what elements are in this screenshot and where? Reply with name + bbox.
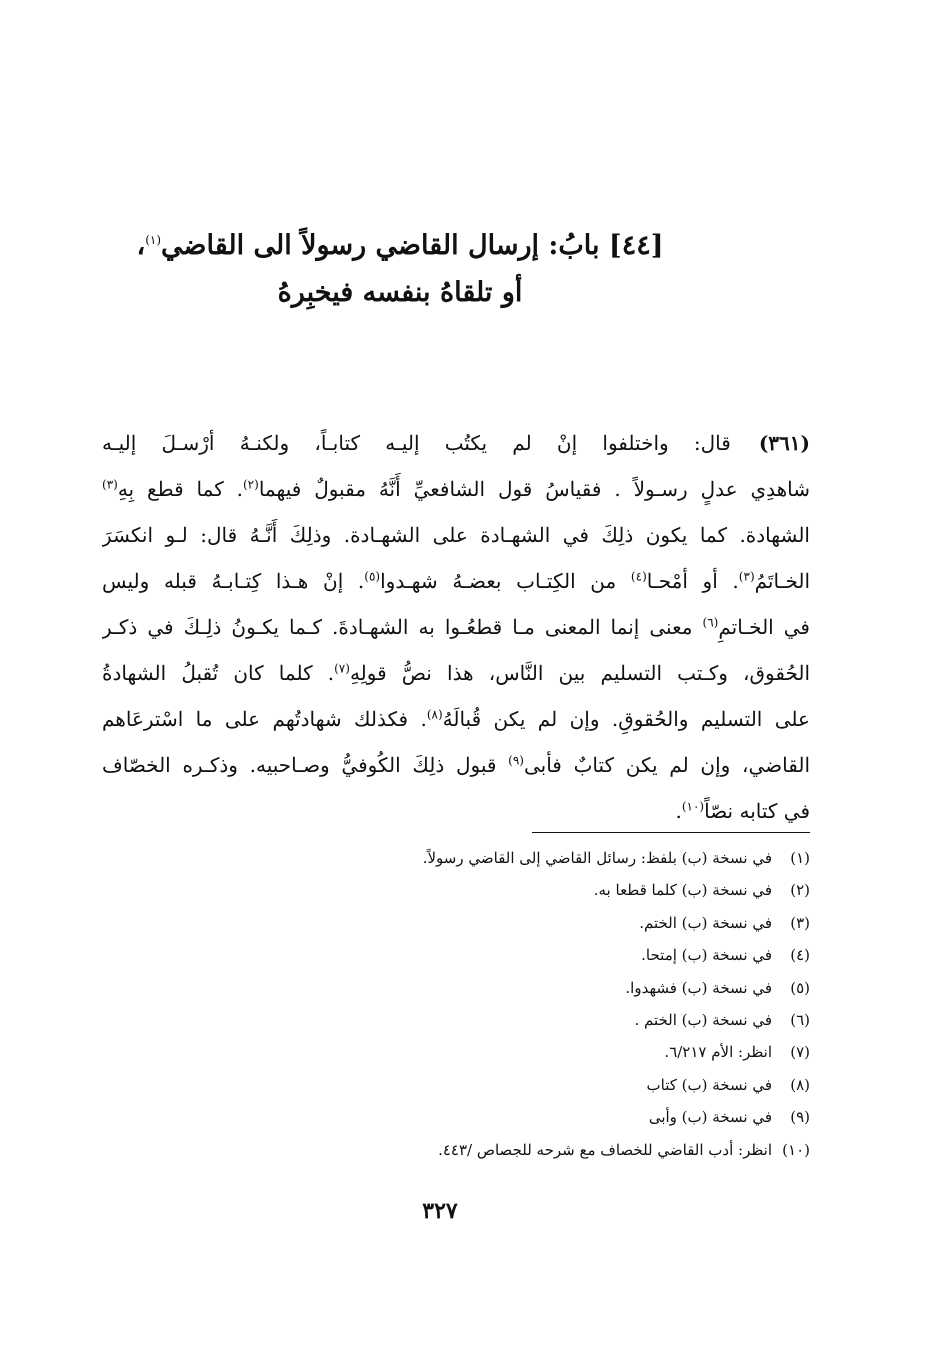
footnote-ref: (٣) bbox=[102, 477, 118, 492]
footnote-item bbox=[300, 842, 810, 874]
footnote-item bbox=[300, 907, 810, 939]
footnote-ref: (٥) bbox=[364, 569, 381, 584]
footnote-text: في نسخة (ب) الختم. bbox=[639, 913, 772, 932]
footnote-number: (١٠) bbox=[782, 1140, 810, 1159]
footnote-ref: (٦) bbox=[702, 615, 719, 630]
footnote-item bbox=[300, 1036, 810, 1068]
footnote-number: (٦) bbox=[790, 1010, 810, 1029]
footnote-number: (٧) bbox=[790, 1043, 810, 1062]
paragraph-line-text: الخـاتَمُ bbox=[754, 569, 810, 593]
paragraph-line bbox=[102, 650, 810, 696]
paragraph-line bbox=[102, 604, 810, 650]
footnote-text: انظر: الأم ٦/٢١٧. bbox=[664, 1043, 772, 1062]
footnote-ref: (١) bbox=[145, 233, 162, 247]
footnote-text: في نسخة (ب) الختم . bbox=[634, 1010, 772, 1029]
paragraph-line bbox=[102, 420, 810, 466]
footnote-item bbox=[300, 1101, 810, 1133]
paragraph-number: (٣٦١) bbox=[758, 431, 810, 455]
chapter-heading-comma: ، bbox=[136, 230, 146, 261]
paragraph-line-text: . إنْ هـذا كِتـابـهُ قبله وليس bbox=[102, 569, 365, 593]
footnote-text: في نسخة (ب) كلما قطعا به. bbox=[593, 881, 772, 900]
page-number: ٣٢٧ bbox=[422, 1198, 458, 1224]
paragraph-line-text: على التسليم والحُقوقِ. وإن لم يكن قُبالَهُ bbox=[442, 707, 810, 731]
footnote-ref: (٩) bbox=[508, 753, 524, 768]
paragraph-line bbox=[102, 466, 810, 512]
footnote-item bbox=[300, 939, 810, 971]
footnote-ref: (٨) bbox=[426, 707, 443, 722]
paragraph-line-text: من الكِتـاب بعضـهُ شهـدوا bbox=[380, 569, 631, 593]
chapter-heading-line-2: أو تلقاهُ بنفسه فيخبِرهُ bbox=[277, 277, 523, 308]
paragraph-line-text: الشهادة. كما يكون ذلِكَ في الشهـادة على الشهـادة. وذلِكَ أَنَّـهُ قال: لـو انكسَرَ bbox=[102, 523, 810, 547]
footnote-text: في نسخة (ب) بلفظ: رسائل القاضي إلى القاضي رسولاً. bbox=[422, 849, 772, 867]
chapter-heading-text: [٤٤] بابُ: إرسال القاضي رسولاً الى القاضي bbox=[161, 230, 664, 261]
footnote-number: (٢) bbox=[790, 881, 810, 900]
footnote-ref: (٣) bbox=[738, 569, 755, 584]
chapter-heading bbox=[90, 222, 710, 316]
footnote-number: (١) bbox=[790, 849, 810, 867]
paragraph-line-text: . كلما كان تُقبلُ الشهادةُ bbox=[102, 661, 335, 685]
paragraph-line bbox=[102, 742, 810, 788]
footnote-text: في نسخة (ب) كتاب bbox=[646, 1075, 772, 1094]
paragraph-line-text: . كما قطع بِهِ bbox=[117, 477, 243, 501]
footnote-number: (٤) bbox=[790, 946, 810, 965]
footnote-number: (٩) bbox=[790, 1108, 810, 1127]
chapter-heading-line-1 bbox=[90, 222, 710, 269]
footnote-divider bbox=[532, 832, 810, 833]
paragraph-line-text: شاهدِي عدلٍ رسـولاً . فقياسُ قول الشافعيِّ أَنَّهُ مقبولٌ فيهما bbox=[258, 477, 810, 501]
footnote-text: في نسخة (ب) إمتحا. bbox=[641, 946, 772, 965]
footnote-text: في نسخة (ب) فشهدوا. bbox=[625, 978, 772, 997]
paragraph-line-text: في كتابه نصّاً bbox=[704, 799, 810, 823]
footnote-item bbox=[300, 1134, 810, 1166]
paragraph-line-text: . فكذلك شهادتُهم على ما اسْترعَاهم bbox=[102, 707, 427, 731]
paragraph-line bbox=[102, 696, 810, 742]
footnotes-list bbox=[300, 842, 810, 1166]
paragraph-line-text: . bbox=[675, 799, 682, 823]
paragraph-line-text: في الخـاتمِ bbox=[718, 615, 810, 639]
footnote-item bbox=[300, 972, 810, 1004]
footnote-text: انظر: أدب القاضي للخصاف مع شرحه للجصاص /٤٤٣. bbox=[438, 1140, 772, 1159]
paragraph-line bbox=[102, 788, 810, 834]
footnote-ref: (٢) bbox=[242, 477, 259, 492]
footnote-item bbox=[300, 1069, 810, 1101]
footnote-item bbox=[300, 1004, 810, 1036]
paragraph-line-text: قال: واختلفوا إنْ لم يكتُب إليـه كتابـاً، ولكنـهُ أرْسـلَ إليـه bbox=[102, 431, 731, 455]
footnote-number: (٥) bbox=[790, 978, 810, 997]
paragraph-line bbox=[102, 558, 810, 604]
footnote-ref: (٤) bbox=[630, 569, 647, 584]
paragraph-line-text: الحُقوق، وكـتب التسليم بين النَّاس، هذا نصُّ قولِهِ bbox=[349, 661, 810, 685]
paragraph-line-text: معنى إنما المعنى مـا قطعُـوا به الشهـادةَ. كـما يكـونُ ذلِـكَ في ذكـر bbox=[102, 615, 703, 639]
footnote-number: (٣) bbox=[790, 913, 810, 932]
paragraph-line-text: . أو أمْحـا bbox=[646, 569, 739, 593]
footnote-ref: (٧) bbox=[334, 661, 350, 676]
footnote-text: في نسخة (ب) وأبى bbox=[648, 1108, 772, 1127]
footnote-item bbox=[300, 874, 810, 906]
footnote-ref: (١٠) bbox=[681, 799, 705, 814]
paragraph-361 bbox=[102, 420, 810, 834]
paragraph-line-text: القاضي، وإن لم يكن كتابٌ فأبى bbox=[523, 753, 810, 777]
paragraph-line-text: قبول ذلِكَ الكُوفيُّ وصـاحبيه. وذكـره الخصّاف bbox=[102, 753, 509, 777]
footnote-number: (٨) bbox=[790, 1075, 810, 1094]
paragraph-line bbox=[102, 512, 810, 558]
